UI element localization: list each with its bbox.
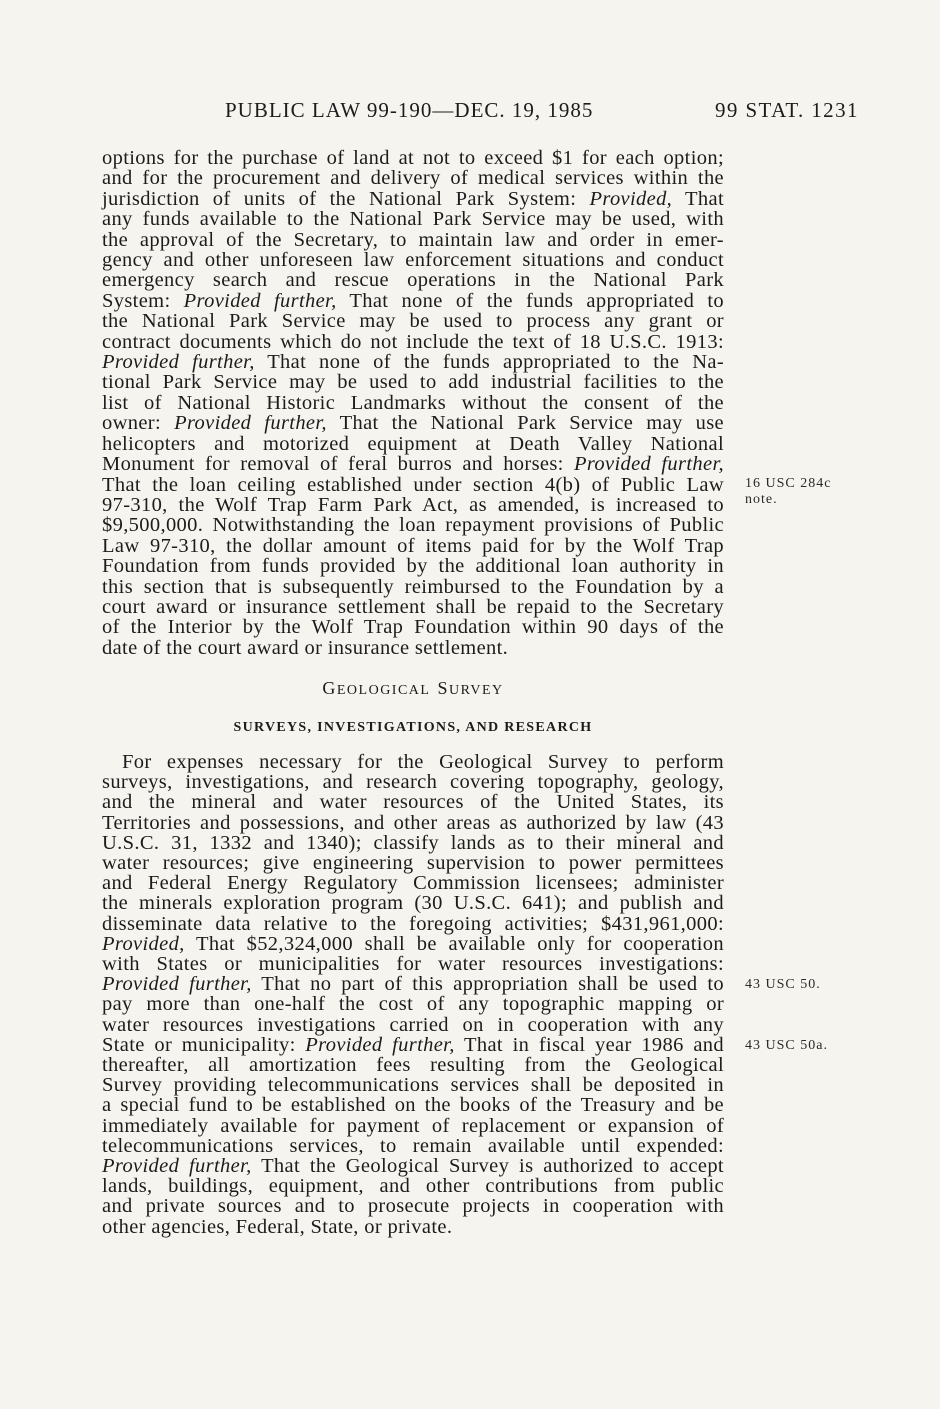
- text-run: options for the purchase of land at not to exceed $1 for each option;: [102, 147, 724, 169]
- text-line: [102, 515, 724, 535]
- text-run: emergency search and rescue operations in the National Park: [102, 269, 724, 292]
- text-run: water resources investigations carried on in cooperation with any: [102, 1013, 724, 1036]
- text-run: That the National Park Service may use: [326, 412, 724, 435]
- paragraph-geological-survey: [102, 752, 724, 1237]
- text-line: [102, 617, 724, 637]
- text-line: [102, 873, 724, 893]
- margin-note-note: note.: [745, 492, 778, 507]
- text-line: [102, 250, 724, 270]
- running-head: PUBLIC LAW 99-190—DEC. 19, 1985: [225, 98, 594, 122]
- italic-run: Provided further,: [305, 1033, 455, 1056]
- text-run: That the Geological Survey is authorized to accept: [251, 1155, 724, 1178]
- text-run: any funds available to the National Park Service may be used, with: [102, 208, 724, 231]
- text-line: [102, 1035, 724, 1055]
- text-run: System:: [102, 289, 184, 312]
- text-run: disseminate data relative to the foregoing activities; $431,961,000:: [102, 912, 724, 935]
- text-run: the approval of the Secretary, to maintain law and order in emer-: [102, 228, 724, 251]
- text-run: lands, buildings, equipment, and other contributions from public: [102, 1175, 724, 1198]
- text-line: [102, 393, 724, 413]
- text-line: [102, 1075, 724, 1095]
- text-run: court award or insurance settlement shall be repaid to the Secretary: [102, 595, 724, 618]
- text-line: [102, 230, 724, 250]
- text-run: That: [672, 187, 724, 210]
- section-heading-word: GEOLOGICAL: [322, 678, 431, 698]
- text-line: [102, 372, 724, 392]
- italic-run: Provided further,: [102, 1155, 252, 1178]
- text-run: date of the court award or insurance settlement.: [102, 636, 509, 659]
- text-line: [102, 1055, 724, 1075]
- text-run: jurisdiction of units of the National Park System:: [102, 187, 590, 210]
- text-line: [102, 772, 724, 792]
- text-run: of the Interior by the Wolf Trap Foundation within 90 days of the: [102, 616, 724, 639]
- text-line: [102, 495, 724, 515]
- margin-note-16-usc-284c: 16 USC 284c: [745, 476, 832, 491]
- italic-run: Provided further,: [573, 453, 724, 476]
- italic-run: Provided further,: [174, 412, 327, 435]
- text-line: [102, 752, 724, 772]
- text-run: contract documents which do not include the text of 18 U.S.C. 1913:: [102, 330, 724, 353]
- italic-run: Provided further,: [183, 289, 337, 312]
- text-run: tional Park Service may be used to add industrial facilities to the: [102, 371, 724, 394]
- text-line: [102, 638, 724, 658]
- text-run: owner:: [102, 412, 175, 435]
- text-line: [102, 597, 724, 617]
- text-line: [102, 291, 724, 311]
- text-run: State or municipality:: [102, 1033, 306, 1056]
- section-heading: [102, 677, 724, 702]
- text-run: immediately available for payment of replacement or expansion of: [102, 1114, 724, 1137]
- text-line: [102, 1136, 724, 1156]
- text-run: That in fiscal year 1986 and: [454, 1033, 724, 1056]
- text-line: [102, 853, 724, 873]
- text-run: Law 97-310, the dollar amount of items paid for by the Wolf Trap: [102, 534, 724, 557]
- text-run: That none of the funds appropriated to the Na-: [254, 351, 724, 374]
- text-run: water resources; give engineering supervision to power permittees: [102, 852, 724, 875]
- section-heading-word: SURVEY: [437, 678, 504, 698]
- text-run: and private sources and to prosecute projects in cooperation with: [102, 1195, 724, 1218]
- text-line: [102, 189, 724, 209]
- italic-run: Provided,: [102, 932, 185, 955]
- margin-note-43-usc-50a: 43 USC 50a.: [745, 1038, 828, 1053]
- text-line: [102, 270, 724, 290]
- text-run: this section that is subsequently reimbursed to the Foundation by a: [102, 575, 724, 598]
- text-line: [102, 311, 724, 331]
- italic-run: Provided further,: [102, 351, 255, 374]
- page-number: 99 STAT. 1231: [715, 98, 859, 122]
- text-line: [102, 209, 724, 229]
- text-line: [102, 332, 724, 352]
- text-run: and Federal Energy Regulatory Commission licensees; administer: [102, 872, 724, 895]
- text-run: Survey providing telecommunications services shall be deposited in: [102, 1074, 724, 1097]
- text-run: thereafter, all amortization fees resulting from the Geological: [102, 1054, 724, 1077]
- text-line: [102, 1015, 724, 1035]
- sub-heading: SURVEYS, INVESTIGATIONS, AND RESEARCH: [233, 720, 593, 735]
- text-run: That none of the funds appropriated to: [336, 289, 724, 312]
- text-line: [102, 1176, 724, 1196]
- text-run: the minerals exploration program (30 U.S.C. 641); and publish and: [102, 892, 724, 915]
- margin-note-43-usc-50: 43 USC 50.: [745, 977, 821, 992]
- text-line: [102, 1217, 724, 1237]
- text-run: 97-310, the Wolf Trap Farm Park Act, as amended, is increased to: [102, 493, 724, 516]
- text-run: and for the procurement and delivery of medical services within the: [102, 167, 724, 190]
- text-line: [102, 434, 724, 454]
- text-run: pay more than one-half the cost of any topographic mapping or: [102, 993, 724, 1016]
- text-line: [102, 914, 724, 934]
- text-line: [102, 934, 724, 954]
- text-line: [102, 1095, 724, 1115]
- text-run: That the loan ceiling established under section 4(b) of Public Law: [102, 473, 724, 496]
- text-run: That no part of this appropriation shall be used to: [251, 973, 724, 996]
- text-line: [102, 556, 724, 576]
- text-line: [102, 352, 724, 372]
- paragraph-park-service: [102, 148, 724, 658]
- text-line: [102, 792, 724, 812]
- text-run: Territories and possessions, and other areas as authorized by law (43: [102, 811, 724, 834]
- text-line: [102, 954, 724, 974]
- text-run: the National Park Service may be used to process any grant or: [102, 310, 724, 333]
- text-run: with States or municipalities for water resources investigations:: [102, 953, 724, 976]
- text-line: [102, 974, 724, 994]
- text-run: helicopters and motorized equipment at Death Valley National: [102, 432, 724, 455]
- text-run: other agencies, Federal, State, or private.: [102, 1215, 453, 1238]
- text-line: [102, 1116, 724, 1136]
- text-run: list of National Historic Landmarks without the consent of the: [102, 391, 724, 414]
- text-line: [102, 168, 724, 188]
- text-line: [102, 1156, 724, 1176]
- text-run: telecommunications services, to remain available until expended:: [102, 1134, 724, 1157]
- text-run: Foundation from funds provided by the additional loan authority in: [102, 555, 724, 578]
- text-run: gency and other unforeseen law enforcement situations and conduct: [102, 249, 724, 272]
- text-run: Monument for removal of feral burros and horses:: [102, 453, 574, 476]
- text-run: That $52,324,000 shall be available only for cooperation: [184, 932, 724, 955]
- text-line: [102, 536, 724, 556]
- text-line: [102, 893, 724, 913]
- text-line: [102, 1196, 724, 1216]
- text-run: For expenses necessary for the Geological Survey to perform: [122, 751, 724, 773]
- italic-run: Provided further,: [102, 973, 252, 996]
- text-line: [102, 413, 724, 433]
- text-line: [102, 454, 724, 474]
- text-run: a special fund to be established on the books of the Treasury and be: [102, 1094, 724, 1117]
- text-line: [102, 813, 724, 833]
- text-run: and the mineral and water resources of the United States, its: [102, 791, 724, 814]
- text-line: [102, 833, 724, 853]
- text-line: [102, 994, 724, 1014]
- text-line: [102, 475, 724, 495]
- text-line: [102, 148, 724, 168]
- text-run: surveys, investigations, and research covering topography, geology,: [102, 771, 724, 794]
- italic-run: Provided,: [589, 187, 673, 210]
- text-run: $9,500,000. Notwithstanding the loan repayment provisions of Public: [102, 514, 724, 537]
- text-line: [102, 577, 724, 597]
- text-run: U.S.C. 31, 1332 and 1340); classify lands as to their mineral and: [102, 831, 724, 854]
